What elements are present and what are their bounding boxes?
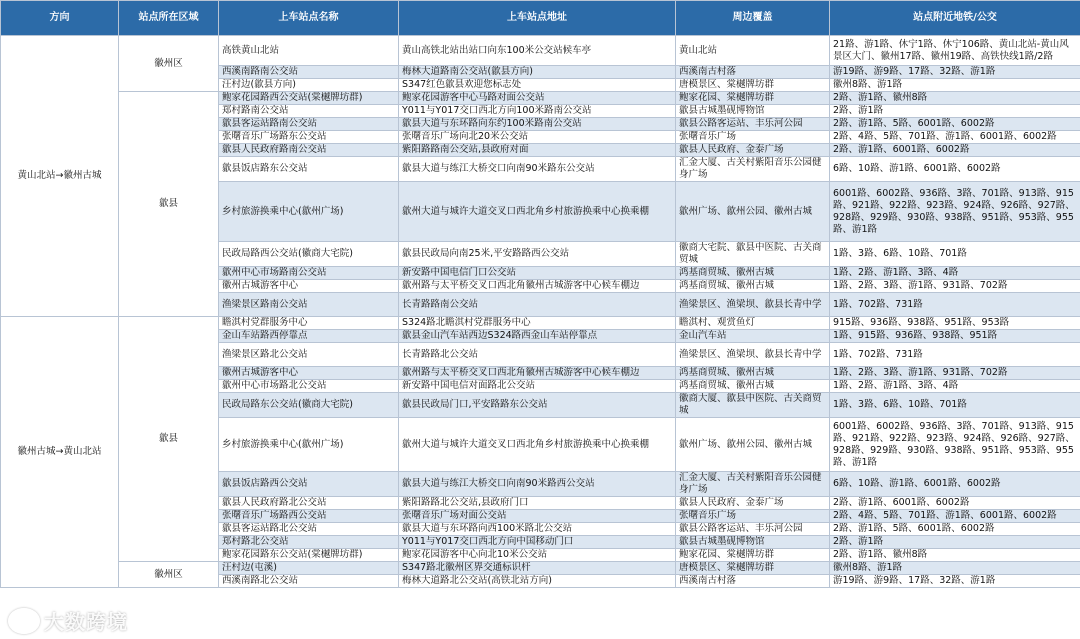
station-name-cell: 西溪南路南公交站 bbox=[219, 66, 399, 79]
nearby-cell: 张曙音乐广场 bbox=[676, 510, 830, 523]
nearby-cell: 歙县人民政府、金泰广场 bbox=[676, 497, 830, 510]
station-address-cell: 鲍家花园游客中心马路对面公交站 bbox=[399, 92, 676, 105]
transit-cell: 1路、3路、6路、10路、701路 bbox=[830, 242, 1080, 267]
station-name-cell: 张曙音乐广场路西公交站 bbox=[219, 510, 399, 523]
station-address-cell: S347路北徽州区界交通标识杆 bbox=[399, 562, 676, 575]
area-cell: 歙县 bbox=[119, 317, 219, 562]
station-name-cell: 歙州中心市场路南公交站 bbox=[219, 267, 399, 280]
nearby-cell: 唐模景区、棠樾牌坊群 bbox=[676, 562, 830, 575]
nearby-cell: 西溪南古村落 bbox=[676, 575, 830, 588]
station-address-cell: Y011与Y017交口西北方向100米路南公交站 bbox=[399, 105, 676, 118]
watermark bbox=[8, 606, 128, 635]
transit-cell: 徽州8路、游1路 bbox=[830, 562, 1080, 575]
station-address-cell: 紫阳路路南公交站,县政府对面 bbox=[399, 144, 676, 157]
nearby-cell: 徽商大厦、歙县中医院、古关商贸城 bbox=[676, 393, 830, 418]
transit-cell: 6001路、6002路、936路、3路、701路、913路、915路、921路、922路、923路、924路、926路、927路、928路、929路、930路、938路、951路、953路、955路、游1路 bbox=[830, 182, 1080, 242]
station-name-cell: 民政局路西公交站(徽商大宅院) bbox=[219, 242, 399, 267]
station-name-cell: 歙州中心市场路北公交站 bbox=[219, 380, 399, 393]
area-cell: 徽州区 bbox=[119, 36, 219, 92]
nearby-cell: 渔梁景区、渔梁坝、歙县长青中学 bbox=[676, 343, 830, 367]
transit-cell: 6001路、6002路、936路、3路、701路、913路、915路、921路、922路、923路、924路、926路、927路、928路、929路、930路、938路、951路、953路、955路、游1路 bbox=[830, 418, 1080, 472]
transit-cell: 2路、4路、5路、701路、游1路、6001路、6002路 bbox=[830, 131, 1080, 144]
nearby-cell: 瞻淇村、观赏鱼灯 bbox=[676, 317, 830, 330]
station-name-cell: 金山车站路西停靠点 bbox=[219, 330, 399, 343]
station-name-cell: 渔梁景区路北公交站 bbox=[219, 343, 399, 367]
nearby-cell: 歙县公路客运站、丰乐河公园 bbox=[676, 523, 830, 536]
station-address-cell: 歙州路与太平桥交叉口西北角徽州古城游客中心候车棚边 bbox=[399, 367, 676, 380]
station-address-cell: 歙州路与太平桥交叉口西北角徽州古城游客中心候车棚边 bbox=[399, 280, 676, 293]
station-name-cell: 徽州古城游客中心 bbox=[219, 367, 399, 380]
station-name-cell: 鲍家花园路西公交站(棠樾牌坊群) bbox=[219, 92, 399, 105]
header-direction: 方向 bbox=[1, 1, 119, 36]
header-transit: 站点附近地铁/公交 bbox=[830, 1, 1080, 36]
station-address-cell: 歙州大道与城许大道交叉口西北角乡村旅游换乘中心换乘棚 bbox=[399, 418, 676, 472]
transit-cell: 1路、2路、游1路、3路、4路 bbox=[830, 267, 1080, 280]
nearby-cell: 金山汽车站 bbox=[676, 330, 830, 343]
station-address-cell: 鲍家花园游客中心向北10米公交站 bbox=[399, 549, 676, 562]
area-cell: 徽州区 bbox=[119, 562, 219, 588]
watermark-text: 大数跨境 bbox=[44, 610, 128, 634]
nearby-cell: 鲍家花园、棠樾牌坊群 bbox=[676, 92, 830, 105]
table-header-row bbox=[1, 1, 1080, 36]
table-row bbox=[1, 36, 1080, 66]
station-address-cell: 新安路中国电信对面路北公交站 bbox=[399, 380, 676, 393]
transit-cell: 2路、游1路 bbox=[830, 105, 1080, 118]
station-name-cell: 乡村旅游换乘中心(歙州广场) bbox=[219, 418, 399, 472]
transit-cell: 915路、936路、938路、951路、953路 bbox=[830, 317, 1080, 330]
transit-cell: 2路、游1路、徽州8路 bbox=[830, 549, 1080, 562]
nearby-cell: 鸿基商贸城、徽州古城 bbox=[676, 380, 830, 393]
nearby-cell: 鸿基商贸城、徽州古城 bbox=[676, 267, 830, 280]
station-address-cell: 紫阳路路北公交站,县政府门口 bbox=[399, 497, 676, 510]
station-name-cell: 歙县饭店路东公交站 bbox=[219, 157, 399, 182]
station-name-cell: 歙县人民政府路南公交站 bbox=[219, 144, 399, 157]
header-area: 站点所在区域 bbox=[119, 1, 219, 36]
nearby-cell: 张曙音乐广场 bbox=[676, 131, 830, 144]
transit-cell: 游19路、游9路、17路、32路、游1路 bbox=[830, 575, 1080, 588]
transit-cell: 6路、10路、游1路、6001路、6002路 bbox=[830, 157, 1080, 182]
station-address-cell: Y011与Y017交口西北方向中国移动门口 bbox=[399, 536, 676, 549]
station-name-cell: 歙县客运站路北公交站 bbox=[219, 523, 399, 536]
nearby-cell: 歙县古城墨砚博物馆 bbox=[676, 105, 830, 118]
station-address-cell: 黄山高铁北站出站口向东100米公交站候车亭 bbox=[399, 36, 676, 66]
table-body bbox=[1, 36, 1080, 588]
station-name-cell: 歙县客运站路南公交站 bbox=[219, 118, 399, 131]
nearby-cell: 汇金大厦、古关村紫阳音乐公园健身广场 bbox=[676, 157, 830, 182]
nearby-cell: 唐模景区、棠樾牌坊群 bbox=[676, 79, 830, 92]
transit-cell: 6路、10路、游1路、6001路、6002路 bbox=[830, 472, 1080, 497]
nearby-cell: 鸿基商贸城、徽州古城 bbox=[676, 280, 830, 293]
transit-cell: 游19路、游9路、17路、32路、游1路 bbox=[830, 66, 1080, 79]
station-address-cell: 歙州大道与城许大道交叉口西北角乡村旅游换乘中心换乘棚 bbox=[399, 182, 676, 242]
nearby-cell: 汇金大厦、古关村紫阳音乐公园健身广场 bbox=[676, 472, 830, 497]
transit-cell: 1路、2路、3路、游1路、931路、702路 bbox=[830, 367, 1080, 380]
station-address-cell: 梅林大道路北公交站(高铁北站方向) bbox=[399, 575, 676, 588]
transit-cell: 2路、游1路 bbox=[830, 536, 1080, 549]
station-name-cell: 张曙音乐广场路东公交站 bbox=[219, 131, 399, 144]
transit-cell: 1路、702路、731路 bbox=[830, 293, 1080, 317]
station-name-cell: 民政局路东公交站(徽商大宅院) bbox=[219, 393, 399, 418]
station-name-cell: 郑村路南公交站 bbox=[219, 105, 399, 118]
station-name-cell: 徽州古城游客中心 bbox=[219, 280, 399, 293]
station-address-cell: 歙县金山汽车站西边S324路西金山车站停靠点 bbox=[399, 330, 676, 343]
station-address-cell: 新安路中国电信门口公交站 bbox=[399, 267, 676, 280]
station-address-cell: 歙县民政局向南25米,平安路路西公交站 bbox=[399, 242, 676, 267]
transit-cell: 2路、游1路、徽州8路 bbox=[830, 92, 1080, 105]
station-name-cell: 郑村路北公交站 bbox=[219, 536, 399, 549]
watermark-logo-icon bbox=[8, 608, 40, 634]
header-nearby: 周边覆盖 bbox=[676, 1, 830, 36]
direction-cell: 黄山北站→徽州古城 bbox=[1, 36, 119, 317]
transit-cell: 1路、3路、6路、10路、701路 bbox=[830, 393, 1080, 418]
transit-cell: 徽州8路、游1路 bbox=[830, 79, 1080, 92]
station-address-cell: S324路北瞻淇村党群服务中心 bbox=[399, 317, 676, 330]
station-address-cell: 歙县大道与东环路向东约100米路南公交站 bbox=[399, 118, 676, 131]
transit-cell: 2路、游1路、5路、6001路、6002路 bbox=[830, 523, 1080, 536]
transit-cell: 2路、游1路、6001路、6002路 bbox=[830, 497, 1080, 510]
station-address-cell: 歙县大道与东环路向西100米路北公交站 bbox=[399, 523, 676, 536]
transit-cell: 2路、游1路、6001路、6002路 bbox=[830, 144, 1080, 157]
station-name-cell: 高铁黄山北站 bbox=[219, 36, 399, 66]
nearby-cell: 黄山北站 bbox=[676, 36, 830, 66]
header-station-name: 上车站点名称 bbox=[219, 1, 399, 36]
nearby-cell: 鲍家花园、棠樾牌坊群 bbox=[676, 549, 830, 562]
station-address-cell: 梅林大道路南公交站(歙县方向) bbox=[399, 66, 676, 79]
station-name-cell: 汪村边(屯溪) bbox=[219, 562, 399, 575]
station-name-cell: 歙县饭店路西公交站 bbox=[219, 472, 399, 497]
transit-cell: 1路、2路、3路、游1路、931路、702路 bbox=[830, 280, 1080, 293]
transit-cell: 2路、4路、5路、701路、游1路、6001路、6002路 bbox=[830, 510, 1080, 523]
nearby-cell: 歙县人民政府、金泰广场 bbox=[676, 144, 830, 157]
station-name-cell: 汪村边(歙县方向) bbox=[219, 79, 399, 92]
nearby-cell: 歙县古城墨砚博物馆 bbox=[676, 536, 830, 549]
table-row bbox=[1, 92, 1080, 105]
station-address-cell: S347红色歙县欢迎您标志处 bbox=[399, 79, 676, 92]
station-name-cell: 歙县人民政府路北公交站 bbox=[219, 497, 399, 510]
table-row bbox=[1, 317, 1080, 330]
station-address-cell: 歙县民政局门口,平安路路东公交站 bbox=[399, 393, 676, 418]
transit-cell: 21路、游1路、休宁1路、休宁106路、黄山北站-黄山风景区大门、徽州17路、徽州19路、高铁快线1路/2路 bbox=[830, 36, 1080, 66]
table-row bbox=[1, 562, 1080, 575]
nearby-cell: 鸿基商贸城、徽州古城 bbox=[676, 367, 830, 380]
nearby-cell: 歙州广场、歙州公园、徽州古城 bbox=[676, 418, 830, 472]
station-address-cell: 长青路路南公交站 bbox=[399, 293, 676, 317]
nearby-cell: 歙州广场、歙州公园、徽州古城 bbox=[676, 182, 830, 242]
station-name-cell: 乡村旅游换乘中心(歙州广场) bbox=[219, 182, 399, 242]
station-address-cell: 张曙音乐广场对面公交站 bbox=[399, 510, 676, 523]
transit-cell: 1路、915路、936路、938路、951路 bbox=[830, 330, 1080, 343]
nearby-cell: 徽商大宅院、歙县中医院、古关商贸城 bbox=[676, 242, 830, 267]
station-address-cell: 歙县大道与练江大桥交口向南90米路东公交站 bbox=[399, 157, 676, 182]
area-cell: 歙县 bbox=[119, 92, 219, 317]
nearby-cell: 西溪南古村落 bbox=[676, 66, 830, 79]
station-name-cell: 鲍家花园路东公交站(棠樾牌坊群) bbox=[219, 549, 399, 562]
direction-cell: 徽州古城→黄山北站 bbox=[1, 317, 119, 588]
transit-cell: 1路、702路、731路 bbox=[830, 343, 1080, 367]
station-address-cell: 张曙音乐广场向北20米公交站 bbox=[399, 131, 676, 144]
transit-cell: 1路、2路、游1路、3路、4路 bbox=[830, 380, 1080, 393]
nearby-cell: 歙县公路客运站、丰乐河公园 bbox=[676, 118, 830, 131]
station-address-cell: 长青路路北公交站 bbox=[399, 343, 676, 367]
header-station-address: 上车站点地址 bbox=[399, 1, 676, 36]
transit-cell: 2路、游1路、5路、6001路、6002路 bbox=[830, 118, 1080, 131]
station-name-cell: 西溪南路北公交站 bbox=[219, 575, 399, 588]
station-name-cell: 渔梁景区路南公交站 bbox=[219, 293, 399, 317]
station-name-cell: 瞻淇村党群服务中心 bbox=[219, 317, 399, 330]
station-address-cell: 歙县大道与练江大桥交口向南90米路西公交站 bbox=[399, 472, 676, 497]
nearby-cell: 渔梁景区、渔梁坝、歙县长青中学 bbox=[676, 293, 830, 317]
